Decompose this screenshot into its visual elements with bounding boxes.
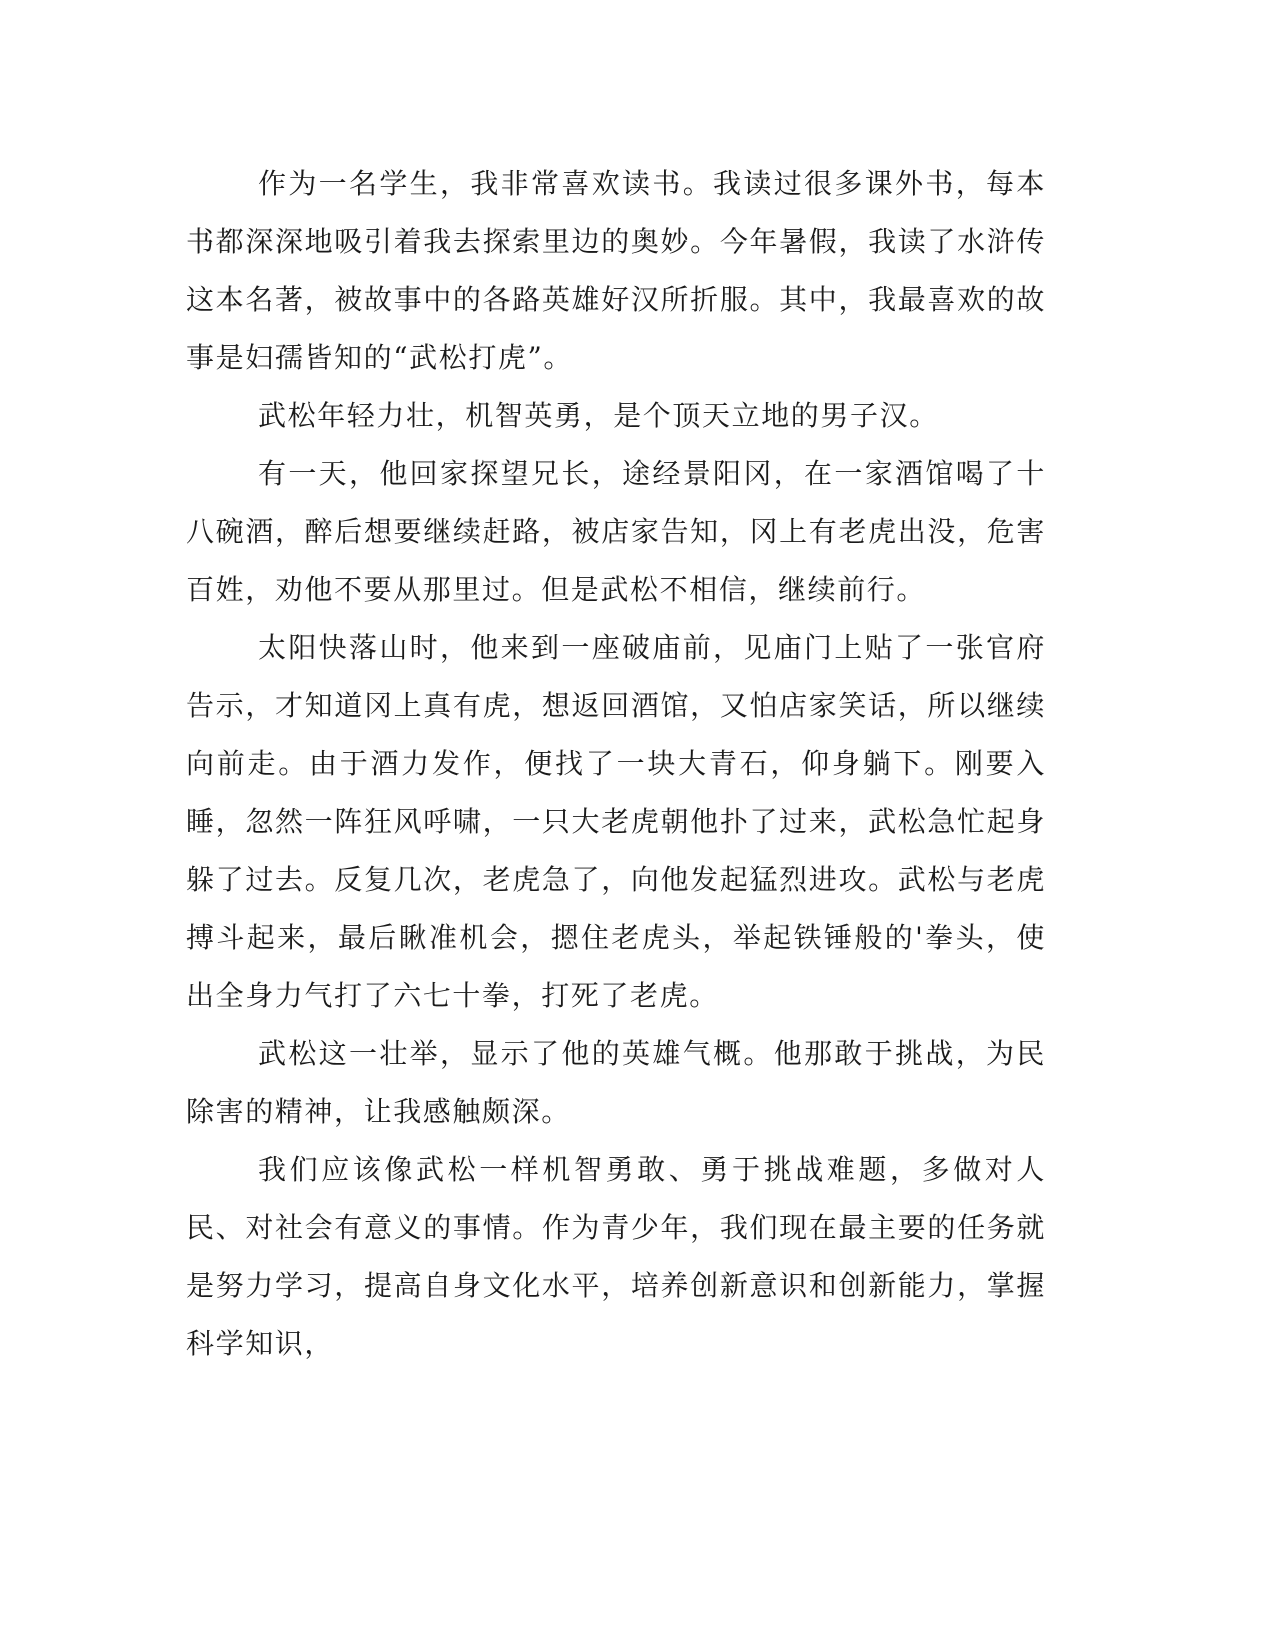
paragraph-wusong-description: 武松年轻力壮，机智英勇，是个顶天立地的男子汉。 [258,399,939,432]
paragraph-lesson: 我们应该像武松一样机智勇敢、勇于挑战难题，多做对人民、对社会有意义的事情。作为青少年，我们现在最主要的任务就是努力学习，提高自身文化水平，培养创新意识和创新能力，掌握科学知识， [186,1153,1046,1360]
paragraph-tavern: 有一天，他回家探望兄长，途经景阳冈，在一家酒馆喝了十八碗酒，醉后想要继续赶路，被店家告知，冈上有老虎出没，危害百姓，劝他不要从那里过。但是武松不相信，继续前行。 [186,457,1046,606]
paragraph-heroism: 武松这一壮举，显示了他的英雄气概。他那敢于挑战，为民除害的精神，让我感触颇深。 [186,1037,1046,1128]
paragraph-tiger-fight: 太阳快落山时，他来到一座破庙前，见庙门上贴了一张官府告示，才知道冈上真有虎，想返回酒馆，又怕店家笑话，所以继续向前走。由于酒力发作，便找了一块大青石，仰身躺下。刚要入睡，忽然一阵狂风呼啸，一只大老虎朝他扑了过来，武松急忙起身躲了过去。反复几次，老虎急了，向他发起猛烈进攻。武松与老虎搏斗起来，最后瞅准机会，摁住老虎头，举起铁锤般的'拳头，使出全身力气打了六七十拳，打死了老虎。 [186,631,1046,1012]
essay-body [186,155,1046,1373]
paragraph-intro: 作为一名学生，我非常喜欢读书。我读过很多课外书，每本书都深深地吸引着我去探索里边的奥妙。今年暑假，我读了水浒传这本名著，被故事中的各路英雄好汉所折服。其中，我最喜欢的故事是妇孺皆知的“武松打虎”。 [186,167,1046,374]
